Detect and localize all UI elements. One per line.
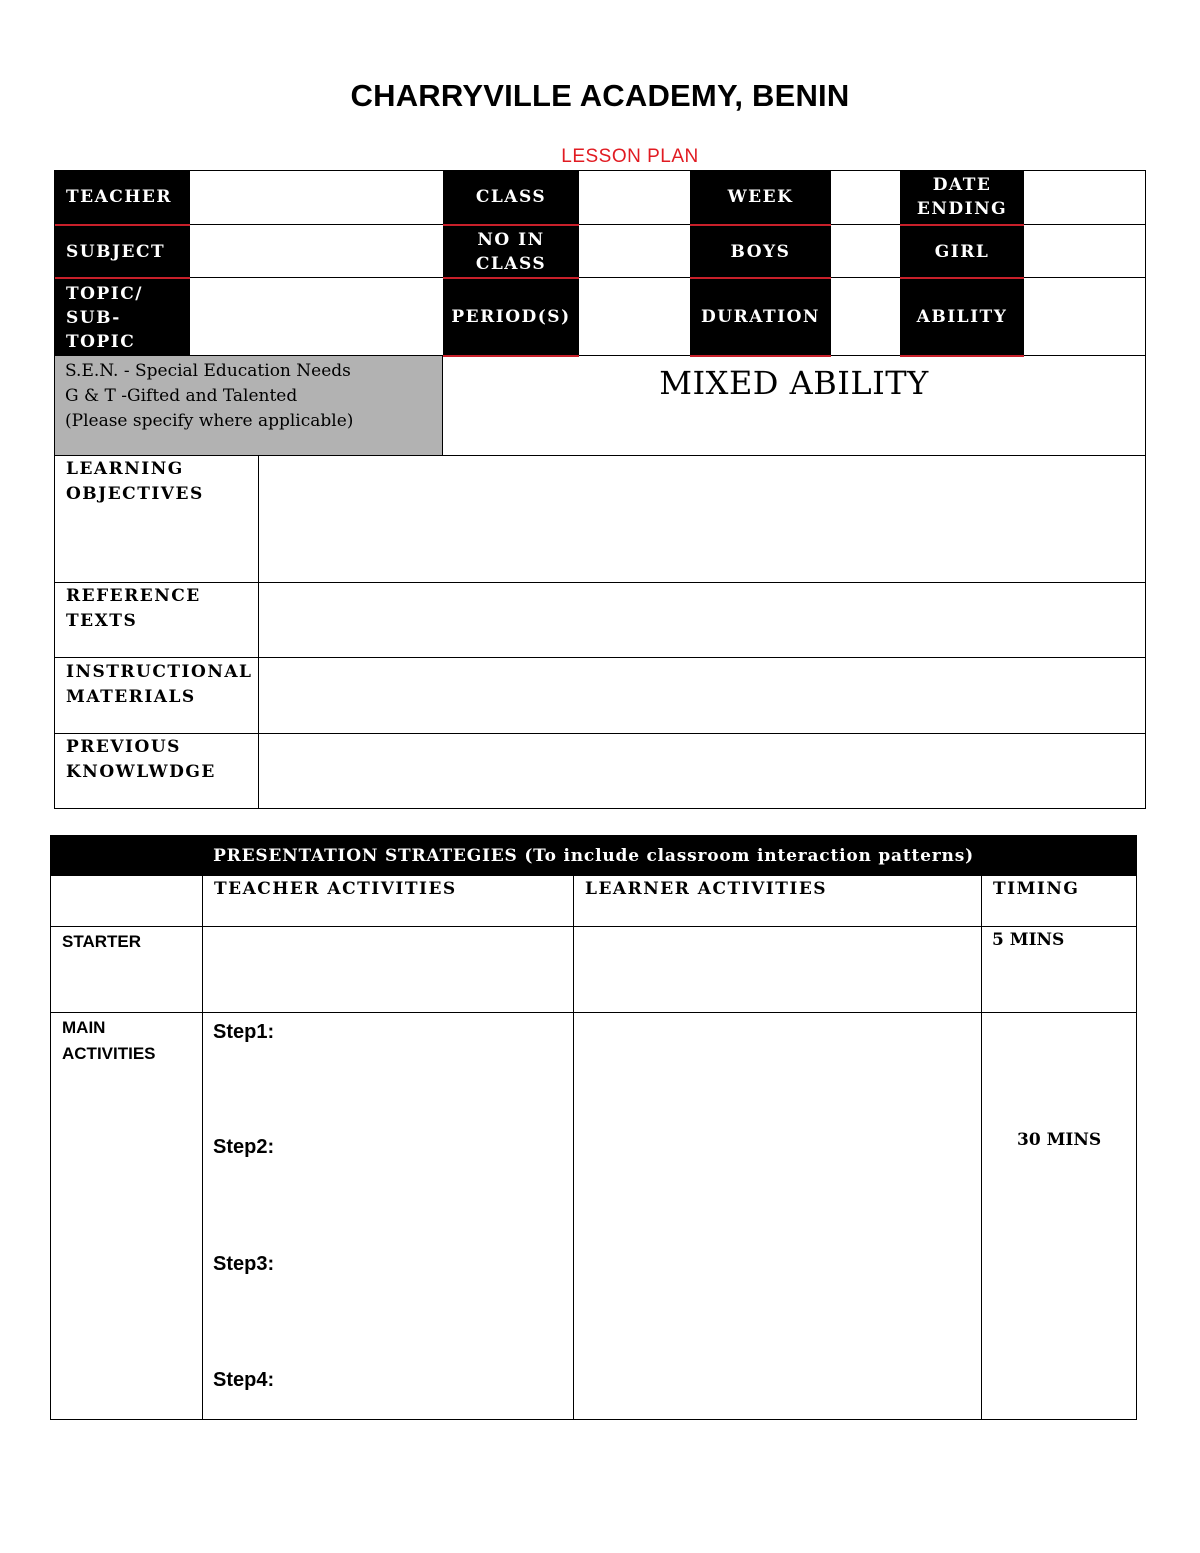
reference-texts-line1: REFERENCE xyxy=(66,586,201,606)
reference-texts-line2: TEXTS xyxy=(66,611,138,631)
starter-timing: 5 MINS xyxy=(992,930,1065,950)
girl-value[interactable] xyxy=(1025,225,1145,277)
learning-objectives-value[interactable] xyxy=(259,456,1145,582)
starter-label: STARTER xyxy=(62,932,142,951)
grid-line-right xyxy=(1145,170,1146,809)
pres-line-left xyxy=(50,835,51,1420)
step2-label: Step2: xyxy=(213,1136,275,1158)
main-learner-cell[interactable] xyxy=(574,1013,981,1419)
topic-label xyxy=(55,277,190,356)
ability-specification[interactable]: MIXED ABILITY xyxy=(659,364,929,402)
instructional-materials-line2: MATERIALS xyxy=(66,687,196,707)
sen-note-line3: (Please specify where applicable) xyxy=(65,411,354,431)
main-activities-timing: 30 MINS xyxy=(1017,1130,1102,1150)
previous-knowledge-value[interactable] xyxy=(259,734,1145,808)
class-value[interactable] xyxy=(580,171,689,224)
teacher-label: TEACHER xyxy=(55,170,190,226)
ability-value[interactable] xyxy=(1025,278,1145,354)
periods-label: PERIOD(S) xyxy=(443,277,579,357)
school-title: CHARRYVILLE ACADEMY, BENIN xyxy=(350,78,850,113)
teacher-activities-header: TEACHER ACTIVITIES xyxy=(214,879,457,899)
grid-line-bottom xyxy=(54,808,1146,809)
week-value[interactable] xyxy=(832,171,899,224)
learning-objectives-line1: LEARNING xyxy=(66,459,184,479)
no-in-class-label-line2: CLASS xyxy=(475,253,547,274)
step1-label: Step1: xyxy=(213,1021,275,1043)
step4-label: Step4: xyxy=(213,1369,275,1391)
date-ending-label-line2: ENDING xyxy=(916,199,1008,219)
girl-label: GIRL xyxy=(900,224,1024,279)
no-in-class-label-line1: NO IN xyxy=(477,229,545,250)
date-ending-value[interactable] xyxy=(1025,171,1145,224)
starter-learner-cell[interactable] xyxy=(574,927,981,1012)
subject-label: SUBJECT xyxy=(55,224,190,279)
subject-value[interactable] xyxy=(191,225,441,277)
previous-knowledge-line2: KNOWLWDGE xyxy=(66,762,216,782)
topic-label-line1: TOPIC/ xyxy=(66,283,143,304)
date-ending-label-line1: DATE xyxy=(932,175,992,195)
topic-value[interactable] xyxy=(191,278,441,354)
ability-label: ABILITY xyxy=(900,277,1024,357)
sen-note xyxy=(55,356,442,455)
teacher-value[interactable] xyxy=(191,171,441,224)
learner-activities-header: LEARNER ACTIVITIES xyxy=(585,879,828,899)
week-label: WEEK xyxy=(690,170,831,226)
main-activities-line1: MAIN xyxy=(62,1018,106,1037)
presentation-title: PRESENTATION STRATEGIES (To include classroom interaction patterns) xyxy=(50,835,1137,876)
timing-header: TIMING xyxy=(993,879,1080,899)
duration-value[interactable] xyxy=(832,278,899,354)
instructional-materials-value[interactable] xyxy=(259,658,1145,733)
step3-label: Step3: xyxy=(213,1253,275,1275)
reference-texts-label xyxy=(66,584,201,634)
duration-label: DURATION xyxy=(690,277,831,357)
starter-teacher-cell[interactable] xyxy=(203,927,573,1012)
sen-note-line1: S.E.N. - Special Education Needs xyxy=(65,361,351,381)
document-subtitle: LESSON PLAN xyxy=(561,146,699,167)
instructional-materials-line1: INSTRUCTIONAL xyxy=(66,662,253,682)
no-in-class-value[interactable] xyxy=(580,225,689,277)
topic-label-line3: TOPIC xyxy=(66,331,136,352)
sen-note-line2: G & T -Gifted and Talented xyxy=(65,386,298,406)
topic-label-line2: SUB- xyxy=(66,307,121,328)
periods-value[interactable] xyxy=(580,278,689,354)
learning-objectives-label xyxy=(66,457,204,507)
date-ending-label xyxy=(900,170,1024,226)
boys-value[interactable] xyxy=(832,225,899,277)
pres-line-right xyxy=(1136,835,1137,1420)
instructional-materials-label xyxy=(66,660,253,710)
previous-knowledge-line1: PREVIOUS xyxy=(66,737,181,757)
main-activities-label xyxy=(62,1015,156,1067)
class-label: CLASS xyxy=(443,170,579,226)
no-in-class-label xyxy=(443,224,579,279)
pres-line-bottom xyxy=(50,1419,1137,1420)
pres-line-col3 xyxy=(981,876,982,1420)
reference-texts-value[interactable] xyxy=(259,583,1145,657)
boys-label: BOYS xyxy=(690,224,831,279)
learning-objectives-line2: OBJECTIVES xyxy=(66,484,204,504)
previous-knowledge-label xyxy=(66,735,216,785)
main-activities-line2: ACTIVITIES xyxy=(62,1044,156,1063)
